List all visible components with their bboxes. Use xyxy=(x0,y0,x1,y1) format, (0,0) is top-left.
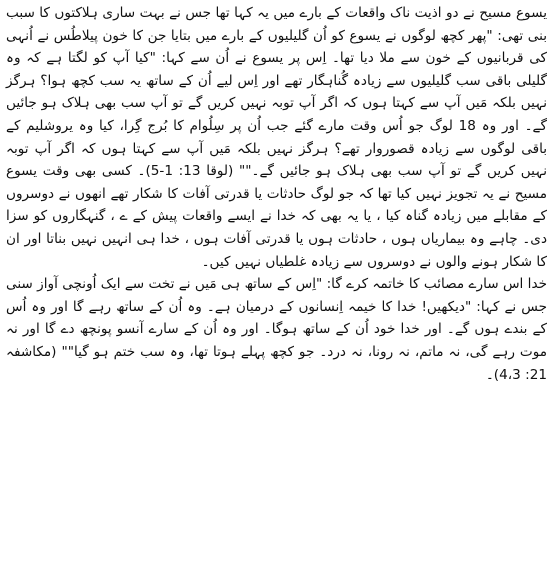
paragraph-end-of-suffering: خدا اس سارے مصائب کا خاتمہ کرے گا: "اِس کے ساتھ ہی مَیں نے تخت سے ایک اُونچی آواز سنی جس نے کہا: "دیکھیں! خدا کا خیمہ اِنسانوں کے درمیان ہے۔ وہ اُن کے ساتھ رہے گا اور وہ اُس کے بندے ہوں گے۔ اور خدا خود اُن کے ساتھ ہوگا۔ اور وہ اُن کے سارے آنسو پونچھ دے گا اور نہ موت رہے گی، نہ ماتم، نہ رونا، نہ درد۔ جو کچھ پہلے ہوتا تھا، وہ سب ختم ہو گیا"" (مکاشفہ 21: 4،3)۔ xyxy=(6,276,547,383)
paragraph-suffering-teaching: یسوع مسیح نے دو اذیت ناک واقعات کے بارے میں یہ کہا تھا جس نے بہت ساری ہلاکتوں کا سبب بنی تھی: "پھر کچھ لوگوں نے یسوع کو اُن گلیلیوں کے بارے میں بتایا جن کا خون پیلاطُس نے اُنہی کی قربانیوں کے خون سے ملا دیا تھا۔ اِس پر یسوع نے اُن سے کہا: "کیا آپ کو لگتا ہے کہ وہ گلیلی باقی سب گلیلیوں سے زیادہ گُناہگار تھے اور اِس لیے اُن کے ساتھ یہ سب کچھ ہوا؟ ہرگز نہیں بلکہ مَیں آپ سے کہتا ہوں کہ اگر آپ توبہ نہیں کریں گے تو آپ سب بھی ہلاک ہو جائیں گے۔ اور وہ 18 لوگ جو اُس وقت مارے گئے جب اُن پر سِلُوام کا بُرج گِرا، کیا وہ یروشلیم کے باقی لوگوں سے زیادہ قصوروار تھے؟ ہرگز نہیں بلکہ مَیں آپ سے کہتا ہوں کہ اگر آپ توبہ نہیں کریں گے تو آپ سب بھی ہلاک ہو جائیں گے۔"" (لوقا 13: 1-5)۔ کسی بھی وقت یسوع مسیح نے یہ تجویز نہیں کیا تھا کہ جو لوگ حادثات یا قدرتی آفات کا شکار تھے انھوں نے دوسروں کے مقابلے میں زیادہ گناہ کیا ، یا یہ بھی کہ خدا نے ایسے واقعات پیش کے ے ، گنہگاروں کو سزا دی۔ چاہے وہ بیماریاں ہوں ، حادثات ہوں یا قدرتی آفات ہوں ، خدا ہی انہیں نہیں بناتا اور ان کا شکار ہونے والوں نے دوسروں سے زیادہ غلطیاں نہیں کیں۔ xyxy=(6,5,547,270)
